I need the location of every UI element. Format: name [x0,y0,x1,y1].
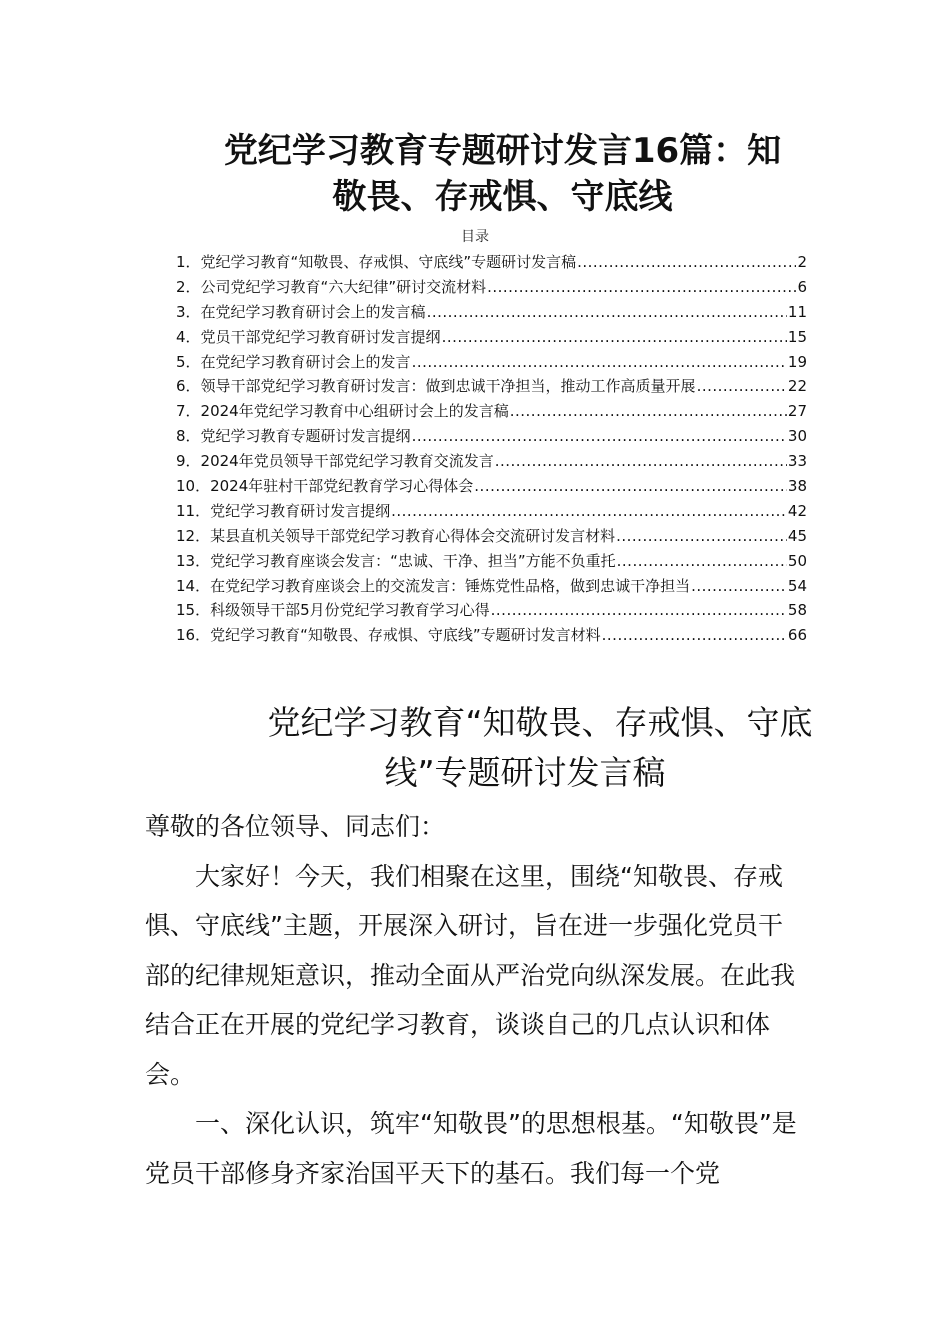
toc-entry-page: 54 [787,576,807,595]
toc-entry-page: 33 [787,452,807,471]
toc-entry-number: 13． [176,551,211,570]
toc-entry-number: 9． [176,452,201,471]
document-title-line-2: 敬畏、存戒惧、守底线 [332,177,673,217]
toc-entry-page: 22 [787,377,807,396]
toc-entry-title: 公司党纪学习教育“六大纪律”研讨交流材料 [200,277,487,296]
toc-entry-number: 11． [176,501,211,520]
toc-entry-number: 1． [176,253,201,271]
toc-entry[interactable] [176,623,807,648]
toc-entry-page: 27 [787,402,807,421]
toc-entry-page: 50 [787,551,807,570]
toc-entry-number: 6． [176,377,201,396]
toc-entry-number: 15． [176,601,211,620]
toc-leader-dots [391,499,787,524]
toc-leader-dots [616,524,787,549]
toc-leader-dots [474,474,787,499]
toc-leader-dots [491,598,787,623]
toc-entry[interactable] [176,598,807,623]
toc-entry[interactable] [176,474,807,499]
toc-entry-number: 16． [176,626,211,645]
toc-leader-dots [577,250,796,275]
toc-entry-page: 45 [787,526,807,545]
toc-entry[interactable] [176,424,807,449]
toc-entry-title: 党纪学习教育座谈会发言：“忠诚、干净、担当”方能不负重托 [210,551,616,570]
toc-entry-title: 在党纪学习教育研讨会上的发言 [200,352,411,371]
paragraph-1: 大家好！今天，我们相聚在这里，围绕“知敬畏、存戒惧、守底线”主题，开展深入研讨，旨在进一步强化党员干部的纪律规矩意识，推动全面从严治党向纵深发展。在此我结合正在开展的党纪学习教育，谈谈自己的几点认识和体会。 [145,861,796,1089]
toc-leader-dots [412,424,787,449]
toc-leader-dots [510,399,787,424]
document-title [150,128,855,220]
toc-entry-page: 6 [797,277,807,296]
toc-entry-page: 66 [787,626,807,645]
toc-entry-page: 42 [787,501,807,520]
toc-leader-dots [691,574,787,599]
toc-leader-dots [617,549,787,574]
toc-entry-number: 7． [176,402,201,421]
toc-entry-page: 30 [787,427,807,446]
toc-entry[interactable] [176,524,807,549]
toc-entry-title: 科级领导干部5月份党纪学习教育学习心得 [210,601,490,620]
toc-entry-page: 19 [787,352,807,371]
paragraph-2-heading: 一、深化认识，筑牢“知敬畏”的思想根基。 [195,1109,671,1138]
toc-entry-number: 12． [176,526,211,545]
paragraph-2 [145,1099,807,1198]
section-title-line-1: 党纪学习教育“知敬畏、存戒惧、守底 [267,703,813,742]
toc-entry[interactable] [176,250,807,275]
toc-heading: 目录 [461,229,489,245]
toc-entry-page: 58 [787,601,807,620]
toc-entry-title: 在党纪学习教育研讨会上的发言稿 [200,302,426,321]
toc-leader-dots [412,350,787,375]
table-of-contents [176,250,807,648]
toc-entry-title: 领导干部党纪学习教育研讨发言：做到忠诚干净担当，推动工作高质量开展 [200,377,696,396]
toc-entry-title: 党纪学习教育专题研讨发言提纲 [200,427,411,446]
toc-entry-title: 党员干部党纪学习教育研讨发言提纲 [200,327,441,346]
toc-entry[interactable] [176,549,807,574]
toc-entry-title: 党纪学习教育“知敬畏、存戒惧、守底线”专题研讨发言材料 [210,626,601,645]
toc-entry-number: 14． [176,576,211,595]
toc-entry[interactable] [176,275,807,300]
toc-entry-page: 38 [787,477,807,496]
document-title-line-1: 党纪学习教育专题研讨发言16篇：知 [223,131,782,171]
paragraph-2-text: “知敬畏”是党员干部修身齐家治国平天下的基石。我们每一个党 [145,1109,797,1188]
toc-leader-dots [495,449,787,474]
toc-leader-dots [442,325,787,350]
toc-entry-number: 5． [176,352,201,371]
toc-entry-title: 2024年驻村干部党纪教育学习心得体会 [210,477,474,496]
section-title-line-2: 线”专题研讨发言稿 [384,753,666,792]
toc-entry-page: 15 [787,327,807,346]
toc-entry-page: 11 [787,302,807,321]
toc-entry-title: 某县直机关领导干部党纪学习教育心得体会交流研讨发言材料 [210,526,616,545]
toc-entry-number: 4． [176,327,201,346]
toc-leader-dots [697,374,787,399]
salutation: 尊敬的各位领导、同志们： [145,812,446,841]
toc-entry-number: 8． [176,427,201,446]
toc-entry[interactable] [176,449,807,474]
body-text [145,802,807,1198]
toc-entry-number: 10． [176,477,211,496]
toc-entry-title: 党纪学习教育“知敬畏、存戒惧、守底线”专题研讨发言稿 [200,253,577,271]
toc-entry-title: 党纪学习教育研讨发言提纲 [210,501,391,520]
toc-entry[interactable] [176,300,807,325]
toc-entry[interactable] [176,399,807,424]
toc-entry[interactable] [176,374,807,399]
toc-entry-title: 2024年党员领导干部党纪学习教育交流发言 [200,452,494,471]
toc-leader-dots [487,275,796,300]
toc-leader-dots [427,300,787,325]
toc-entry[interactable] [176,325,807,350]
toc-entry-number: 3． [176,302,201,321]
toc-entry-title: 在党纪学习教育座谈会上的交流发言：锤炼党性品格，做到忠诚干净担当 [210,576,691,595]
toc-entry-title: 2024年党纪学习教育中心组研讨会上的发言稿 [200,402,509,421]
section-title [150,698,870,798]
toc-entry[interactable] [176,499,807,524]
toc-entry-page: 2 [797,253,807,271]
toc-entry-number: 2． [176,277,201,296]
toc-entry[interactable] [176,350,807,375]
toc-leader-dots [602,623,787,648]
toc-entry[interactable] [176,574,807,599]
